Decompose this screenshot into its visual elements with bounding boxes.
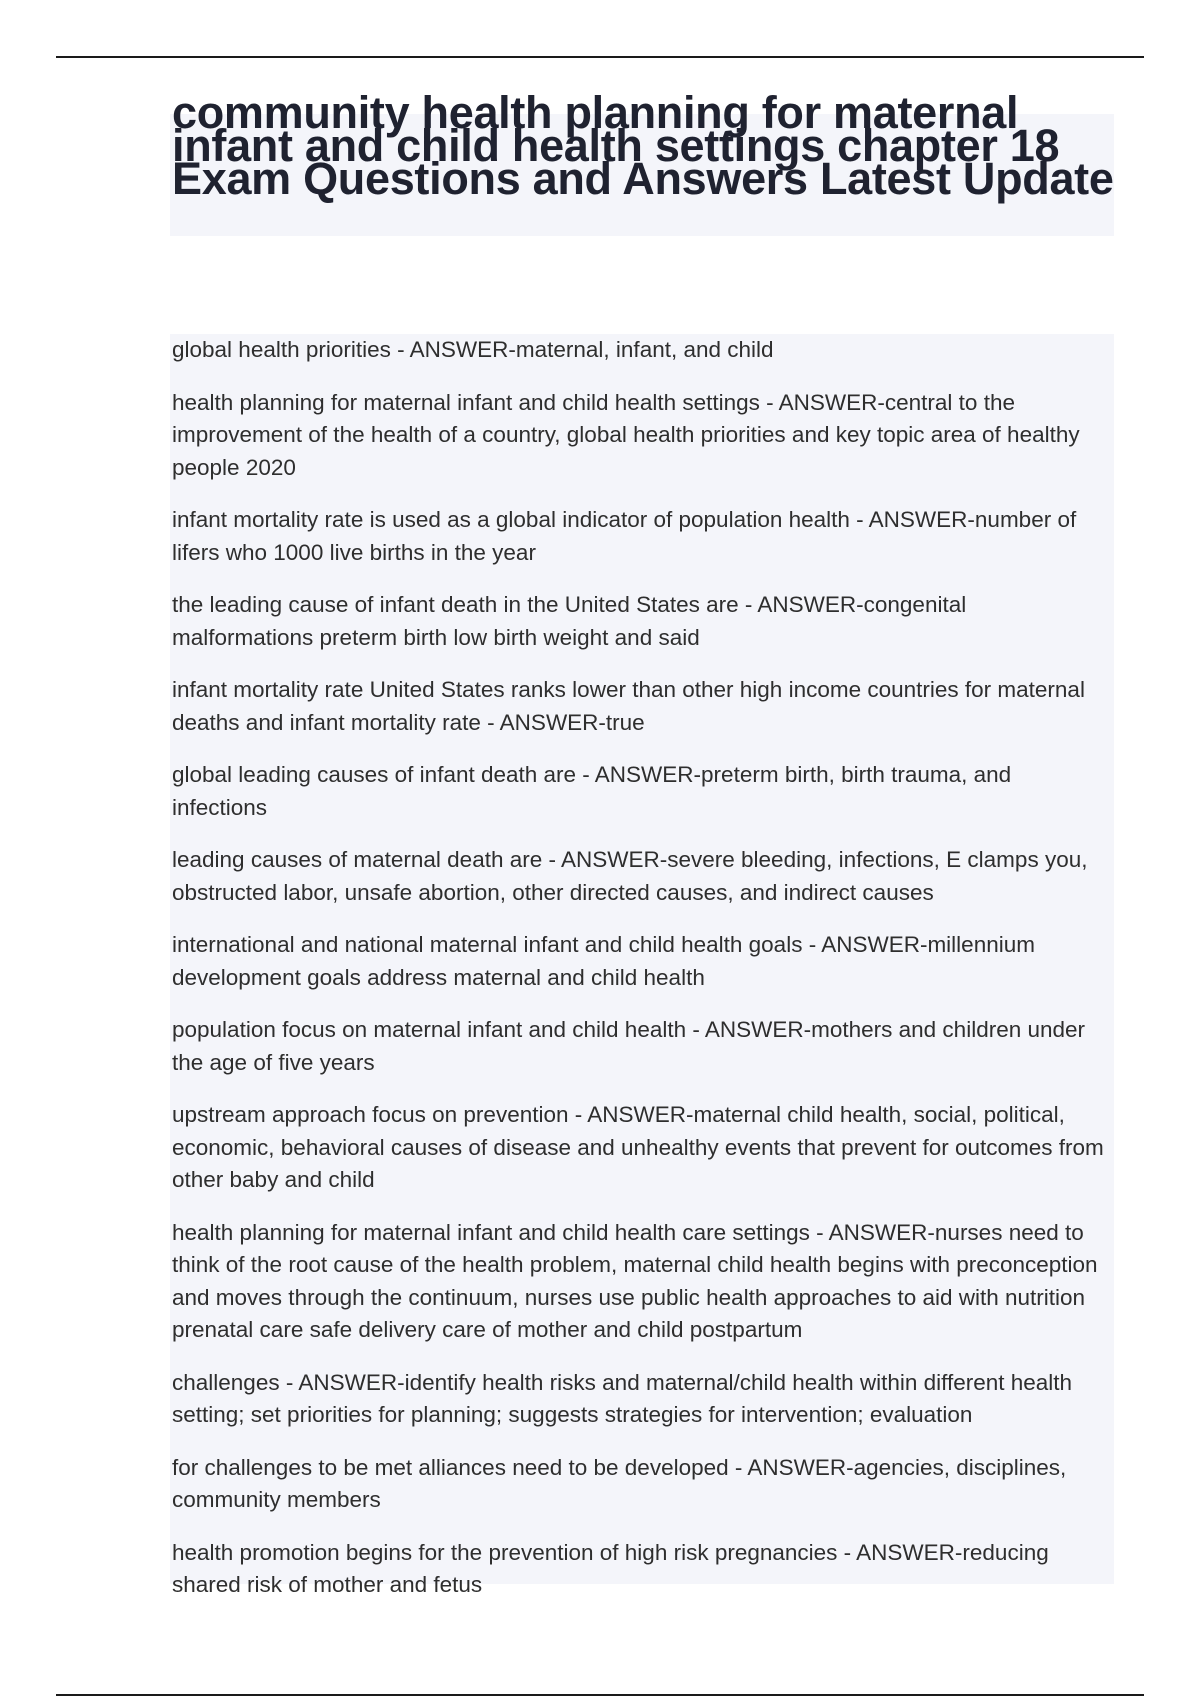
qa-item: health promotion begins for the prevention of high risk pregnancies - ANSWER-reducing shared risk of mother and fetus — [172, 1539, 1049, 1597]
qa-item: global health priorities - ANSWER-maternal, infant, and child — [172, 337, 774, 362]
qa-item: health planning for maternal infant and child health care settings - ANSWER-nurses need to think of the root cause of the health problem, maternal child health begins with preconception and moves through the continuum, nurses use public health approaches to aid with nutrition prenatal care safe delivery care of mother and child postpartum — [172, 1219, 1098, 1342]
qa-item: health planning for maternal infant and child health settings - ANSWER-central to the improvement of the health of a country, global health priorities and key topic area of healthy people 2020 — [172, 389, 1080, 480]
qa-item: infant mortality rate United States ranks lower than other high income countries for maternal deaths and infant mortality rate - ANSWER-true — [172, 677, 1085, 735]
qa-item: for challenges to be met alliances need to be developed - ANSWER-agencies, disciplines, community members — [172, 1454, 1067, 1512]
bottom-divider — [56, 1694, 1144, 1696]
qa-item: challenges - ANSWER-identify health risks and maternal/child health within different health setting; set priorities for planning; suggests strategies for intervention; evaluation — [172, 1369, 1073, 1427]
qa-item: international and national maternal infant and child health goals - ANSWER-millennium development goals address maternal and child health — [172, 932, 1035, 990]
qa-item: population focus on maternal infant and child health - ANSWER-mothers and children under the age of five years — [172, 1017, 1086, 1075]
document-title: community health planning for maternal infant and child health settings chapter 18 Exam Questions and Answers Latest Update — [172, 87, 1114, 204]
qa-item: infant mortality rate is used as a global indicator of population health - ANSWER-number of lifers who 1000 live births in the year — [172, 507, 1077, 565]
qa-item: upstream approach focus on prevention - ANSWER-maternal child health, social, political, economic, behavioral causes of disease and unhealthy events that prevent for outcomes from other baby and child — [172, 1102, 1104, 1192]
qa-item: the leading cause of infant death in the United States are - ANSWER-congenital malformations preterm birth low birth weight and said — [172, 592, 967, 650]
qa-item: leading causes of maternal death are - ANSWER-severe bleeding, infections, E clamps you, obstructed labor, unsafe abortion, other directed causes, and indirect causes — [172, 847, 1088, 905]
top-divider — [56, 56, 1144, 58]
qa-item: global leading causes of infant death are - ANSWER-preterm birth, birth trauma, and infections — [172, 762, 1012, 820]
qa-list — [172, 334, 1112, 1622]
